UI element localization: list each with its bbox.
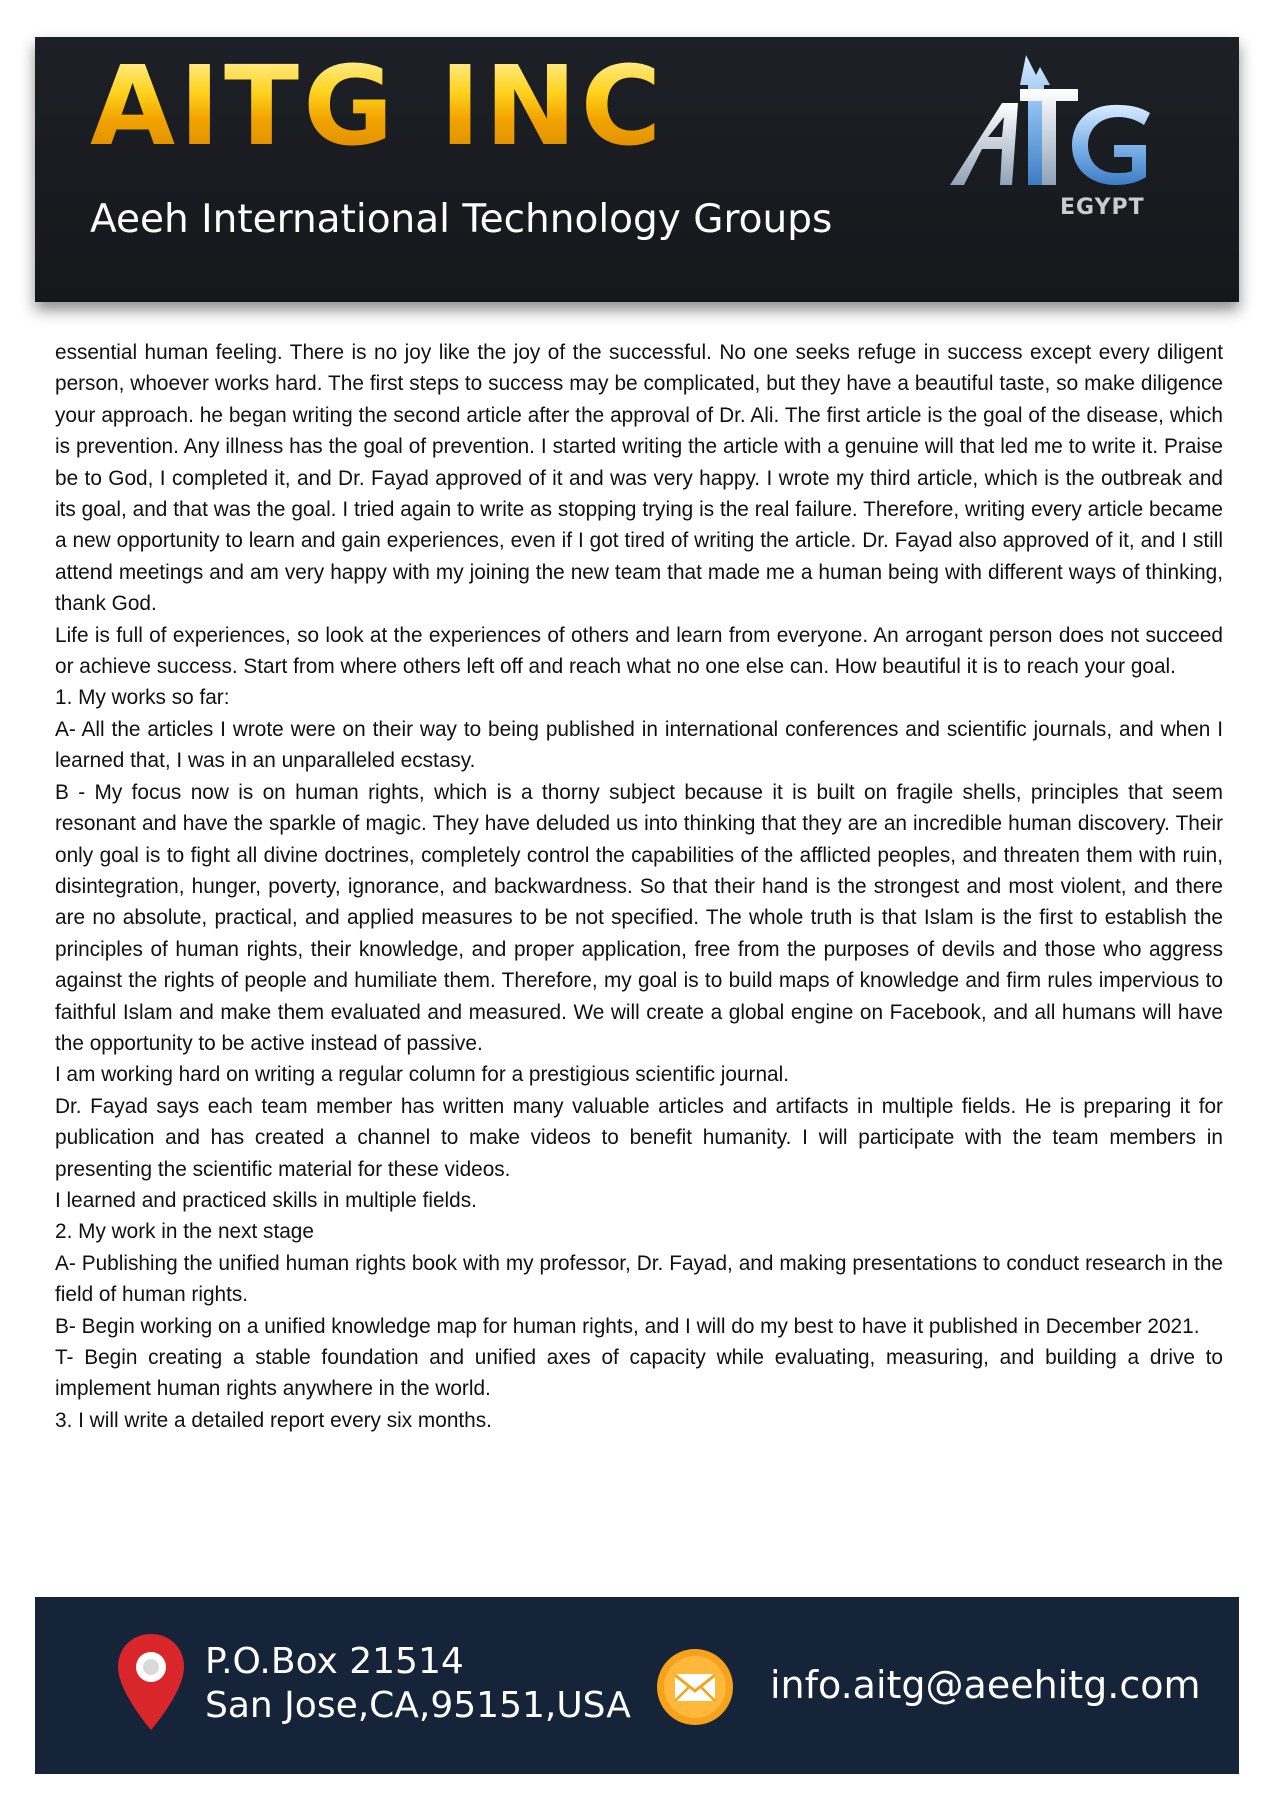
paragraph-1: essential human feeling. There is no joy like the joy of the successful. No one seeks refuge in success except every diligent person, whoever works hard. The first steps to success may be complicated, but they have a beautiful taste, so make diligence your approach. he began writing the second article after the approval of Dr. Ali. The first article is the goal of the disease, which is prevention. Any illness has the goal of prevention. I started writing the article with a genuine will that led me to write it. Praise be to God, I completed it, and Dr. Fayad approved of it and was very happy. I wrote my third article, which is the outbreak and its goal, and that was the goal. I tried again to write as stopping trying is the real failure. Therefore, writing every article became a new opportunity to learn and gain experiences, even if I got tired of writing the article. Dr. Fayad also approved of it, and I still attend meetings and am very happy with my joining the new team that made me a human being with different ways of thinking, thank God. bbox=[55, 341, 1223, 616]
aitg-egypt-logo bbox=[940, 45, 1190, 235]
address-line-city: San Jose,CA,95151,USA bbox=[205, 1685, 631, 1726]
header-banner bbox=[35, 37, 1239, 302]
location-pin-icon bbox=[115, 1632, 187, 1732]
brand-title: AITG INC bbox=[90, 42, 666, 170]
email-link[interactable]: info.aitg@aeehitg.com bbox=[770, 1663, 1201, 1707]
list-item-2a: A- Publishing the unified human rights book with my professor, Dr. Fayad, and making presentations to conduct research in the field of human rights. bbox=[55, 1251, 1223, 1307]
paragraph-team: Dr. Fayad says each team member has written many valuable articles and artifacts in multiple fields. He is preparing it for publication and has created a channel to make videos to benefit humanity. I will participate with the team members in presenting the scientific material for these videos. bbox=[55, 1094, 1223, 1181]
envelope-icon bbox=[655, 1647, 735, 1727]
article-body bbox=[55, 337, 1223, 1436]
section-heading-1: 1. My works so far: bbox=[55, 686, 230, 710]
paragraph-skills: I learned and practiced skills in multiple fields. bbox=[55, 1188, 477, 1212]
section-heading-2: 2. My work in the next stage bbox=[55, 1220, 314, 1244]
paragraph-2: Life is full of experiences, so look at the experiences of others and learn from everyone. An arrogant person does not succeed or achieve success. Start from where others left off and reach what no one else can. How beautiful it is to reach your goal. bbox=[55, 623, 1223, 679]
address-line-po-box: P.O.Box 21514 bbox=[205, 1641, 464, 1682]
paragraph-journal: I am working hard on writing a regular column for a prestigious scientific journal. bbox=[55, 1063, 790, 1087]
list-item-1a: A- All the articles I wrote were on their way to being published in international conferences and scientific journals, and when I learned that, I was in an unparalleled ecstasy. bbox=[55, 717, 1223, 773]
section-heading-3: 3. I will write a detailed report every six months. bbox=[55, 1408, 492, 1432]
list-item-2b: B- Begin working on a unified knowledge map for human rights, and I will do my best to have it published in December 2021. bbox=[55, 1314, 1200, 1338]
brand-subtitle: Aeeh International Technology Groups bbox=[90, 197, 833, 242]
list-item-1b: B - My focus now is on human rights, which is a thorny subject because it is built on fragile shells, principles that seem resonant and have the sparkle of magic. They have deluded us into thinking that they are an incredible human discovery. Their only goal is to fight all divine doctrines, completely control the capabilities of the afflicted peoples, and threaten them with ruin, disintegration, hunger, poverty, ignorance, and backwardness. So that their hand is the strongest and most violent, and there are no absolute, practical, and applied measures to be not specified. The whole truth is that Islam is the first to establish the principles of human rights, their knowledge, and proper application, free from the purposes of devils and those who aggress against the rights of people and humiliate them. Therefore, my goal is to build maps of knowledge and firm rules impervious to faithful Islam and make them evaluated and measured. We will create a global engine on Facebook, and all humans will have the opportunity to be active instead of passive. bbox=[55, 780, 1223, 1055]
footer-bar bbox=[35, 1597, 1239, 1774]
logo-caption: EGYPT bbox=[1060, 195, 1145, 220]
list-item-2t: T- Begin creating a stable foundation and unified axes of capacity while evaluating, measuring, and building a drive to implement human rights anywhere in the world. bbox=[55, 1346, 1223, 1401]
